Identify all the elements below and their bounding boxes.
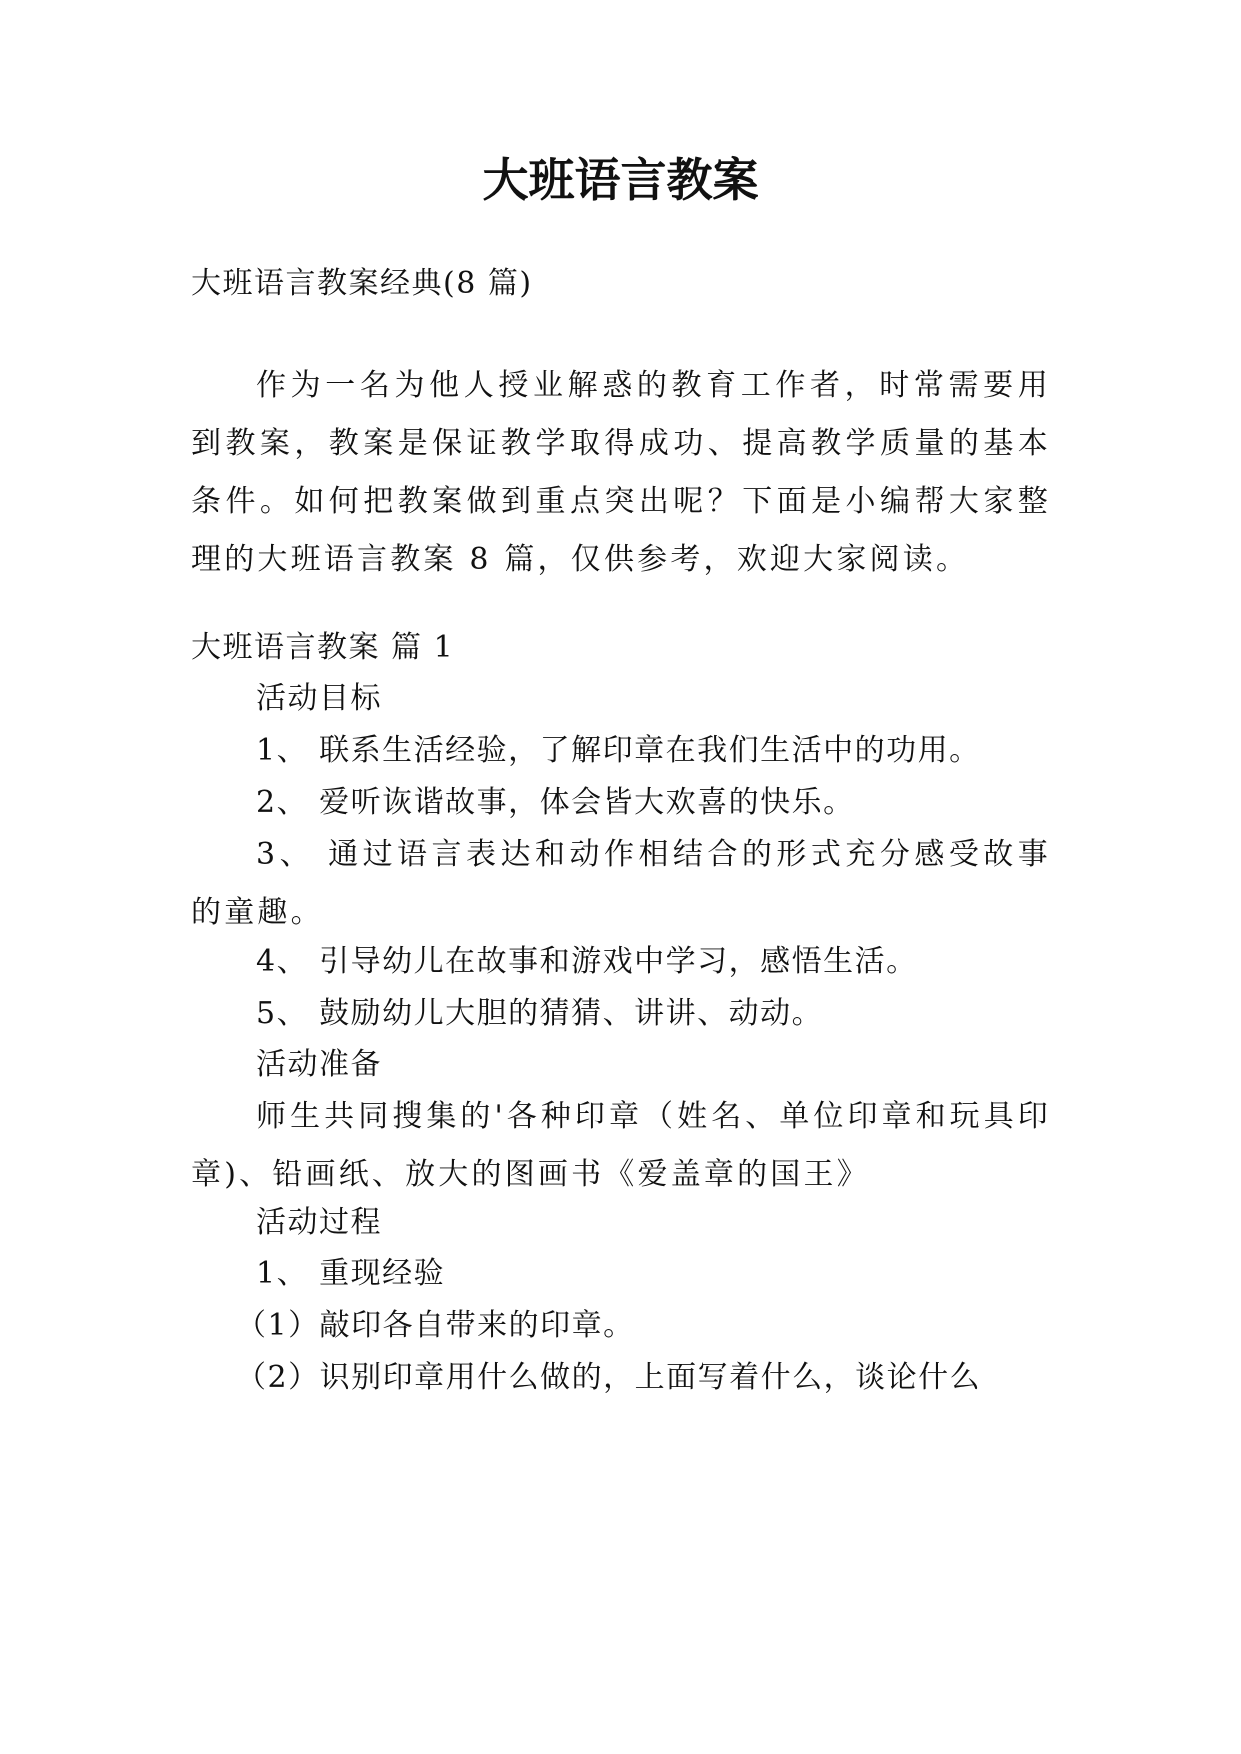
section-heading: 大班语言教案 篇 1 bbox=[191, 630, 455, 665]
document-subtitle: 大班语言教案经典(8 篇) bbox=[191, 266, 533, 301]
process-substep: （2）识别印章用什么做的，上面写着什么，谈论什么 bbox=[236, 1360, 982, 1395]
prep-text: 师生共同搜集的'各种印章（姓名、单位印章和玩具印章)、铅画纸、放大的图画书《爱盖章的国王》 bbox=[191, 1099, 1051, 1192]
goal-item: 1、 联系生活经验，了解印章在我们生活中的功用。 bbox=[256, 733, 981, 768]
process-heading: 活动过程 bbox=[256, 1205, 382, 1240]
process-step: 1、 重现经验 bbox=[256, 1256, 446, 1291]
goal-item: 3、 通过语言表达和动作相结合的形式充分感受故事的童趣。 bbox=[191, 837, 1051, 930]
page-title: 大班语言教案 bbox=[482, 153, 759, 207]
goal-item: 4、 引导幼儿在故事和游戏中学习，感悟生活。 bbox=[256, 944, 918, 979]
goals-heading: 活动目标 bbox=[256, 681, 382, 716]
process-substep: （1）敲印各自带来的印章。 bbox=[236, 1308, 635, 1343]
goal-item: 5、 鼓励幼儿大胆的猜猜、讲讲、动动。 bbox=[256, 996, 824, 1031]
goal-item: 2、 爱听诙谐故事，体会皆大欢喜的快乐。 bbox=[256, 785, 855, 820]
prep-heading: 活动准备 bbox=[256, 1047, 382, 1082]
intro-paragraph: 作为一名为他人授业解惑的教育工作者，时常需要用到教案，教案是保证教学取得成功、提高教学质量的基本条件。如何把教案做到重点突出呢？下面是小编帮大家整理的大班语言教案 8 篇，仅供参考，欢迎大家阅读。 bbox=[191, 368, 1051, 577]
